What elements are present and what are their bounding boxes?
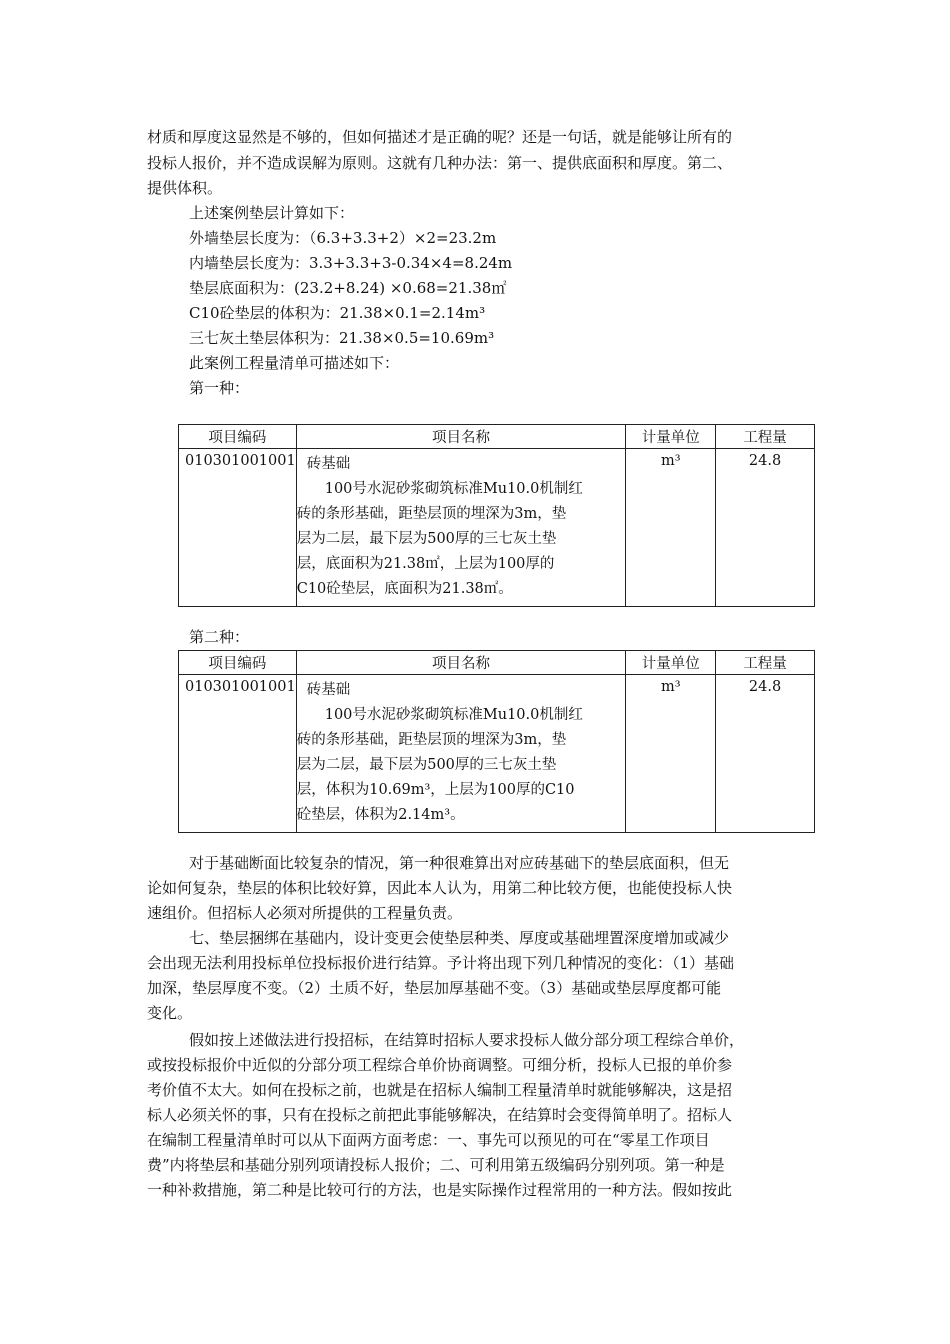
desc-line: C10砼垫层，底面积为21.38㎡。 xyxy=(296,581,513,597)
item-description xyxy=(296,449,626,607)
paragraph-line: 费”内将垫层和基础分别列项请投标人报价；二、可利用第五级编码分别列项。第一种是 xyxy=(147,1156,725,1174)
option-label: 第二种： xyxy=(189,628,250,646)
calc-line: 此案例工程量清单可描述如下： xyxy=(189,354,400,372)
table-header-row xyxy=(179,651,815,675)
paragraph-line: 会出现无法利用投标单位投标报价进行结算。予计将出现下列几种情况的变化：（1）基础 xyxy=(147,954,735,972)
paragraph-line: 在编制工程量清单时可以从下面两方面考虑：一、事先可以预见的可在“零星工作项目 xyxy=(147,1131,710,1149)
paragraph-line: 假如按上述做法进行投招标，在结算时招标人要求投标人做分部分项工程综合单价， xyxy=(189,1031,745,1049)
item-name: 砖基础 xyxy=(306,682,351,698)
header-name: 项目名称 xyxy=(296,425,626,449)
header-code: 项目编码 xyxy=(179,425,297,449)
paragraph-line: 速组价。但招标人必须对所提供的工程量负责。 xyxy=(147,904,463,922)
item-name: 砖基础 xyxy=(306,456,351,472)
header-quantity: 工程量 xyxy=(716,651,815,675)
quantity-table-1 xyxy=(178,424,815,607)
intro-line: 投标人报价，并不造成误解为原则。这就有几种办法：第一、提供底面积和厚度。第二、 xyxy=(147,154,733,172)
paragraph-line: 一种补救措施，第二种是比较可行的方法，也是实际操作过程常用的一种方法。假如按此 xyxy=(147,1181,733,1199)
calc-line: 垫层底面积为：(23.2+8.24) ×0.68=21.38㎡ xyxy=(189,279,507,297)
desc-line: 砼垫层，体积为2.14m³。 xyxy=(296,807,465,823)
calc-line: 内墙垫层长度为：3.3+3.3+3-0.34×4=8.24m xyxy=(189,254,513,272)
item-code: 010301001001 xyxy=(179,675,297,833)
desc-line: 层为二层，最下层为500厚的三七灰土垫 xyxy=(296,531,557,547)
table-row xyxy=(179,449,815,607)
paragraph-line: 七、垫层捆绑在基础内，设计变更会使垫层种类、厚度或基础埋置深度增加或减少 xyxy=(189,929,730,947)
desc-line: 层，底面积为21.38㎡，上层为100厚的 xyxy=(296,556,555,572)
header-unit: 计量单位 xyxy=(626,425,716,449)
desc-line: 100号水泥砂浆砌筑标准Mu10.0机制红 xyxy=(324,707,583,723)
calc-line: 三七灰土垫层体积为：21.38×0.5=10.69m³ xyxy=(189,329,495,347)
header-unit: 计量单位 xyxy=(626,651,716,675)
option-label: 第一种： xyxy=(189,379,250,397)
header-quantity: 工程量 xyxy=(716,425,815,449)
calc-line: C10砼垫层的体积为：21.38×0.1=2.14m³ xyxy=(189,304,486,322)
table-header-row xyxy=(179,425,815,449)
item-code: 010301001001 xyxy=(179,449,297,607)
item-unit: m³ xyxy=(626,449,716,607)
calc-line: 外墙垫层长度为：（6.3+3.3+2）×2=23.2m xyxy=(189,229,497,247)
intro-line: 材质和厚度这显然是不够的，但如何描述才是正确的呢？还是一句话，就是能够让所有的 xyxy=(147,128,733,146)
table-row xyxy=(179,675,815,833)
paragraph-line: 加深，垫层厚度不变。（2）土质不好，垫层加厚基础不变。（3）基础或垫层厚度都可能 xyxy=(147,979,722,997)
desc-line: 层，体积为10.69m³，上层为100厚的C10 xyxy=(296,782,575,798)
paragraph-line: 论如何复杂，垫层的体积比较好算，因此本人认为，用第二种比较方便，也能使投标人快 xyxy=(147,879,733,897)
item-description xyxy=(296,675,626,833)
item-unit: m³ xyxy=(626,675,716,833)
quantity-table-2 xyxy=(178,650,815,833)
desc-line: 砖的条形基础，距垫层顶的埋深为3m，垫 xyxy=(296,506,567,522)
header-name: 项目名称 xyxy=(296,651,626,675)
paragraph-line: 或按投标报价中近似的分部分项工程综合单价协商调整。可细分析，投标人已报的单价参 xyxy=(147,1056,733,1074)
desc-line: 层为二层，最下层为500厚的三七灰土垫 xyxy=(296,757,557,773)
header-code: 项目编码 xyxy=(179,651,297,675)
desc-line: 100号水泥砂浆砌筑标准Mu10.0机制红 xyxy=(324,481,583,497)
item-quantity: 24.8 xyxy=(716,675,815,833)
calc-heading: 上述案例垫层计算如下： xyxy=(189,204,355,222)
paragraph-line: 对于基础断面比较复杂的情况，第一种很难算出对应砖基础下的垫层底面积，但无 xyxy=(189,854,730,872)
intro-line: 提供体积。 xyxy=(147,179,223,197)
item-quantity: 24.8 xyxy=(716,449,815,607)
paragraph-line: 标人必须关怀的事，只有在投标之前把此事能够解决，在结算时会变得简单明了。招标人 xyxy=(147,1106,733,1124)
paragraph-line: 变化。 xyxy=(147,1004,193,1022)
desc-line: 砖的条形基础，距垫层顶的埋深为3m，垫 xyxy=(296,732,567,748)
paragraph-line: 考价值不太大。如何在投标之前，也就是在招标人编制工程量清单时就能够解决，这是招 xyxy=(147,1081,733,1099)
